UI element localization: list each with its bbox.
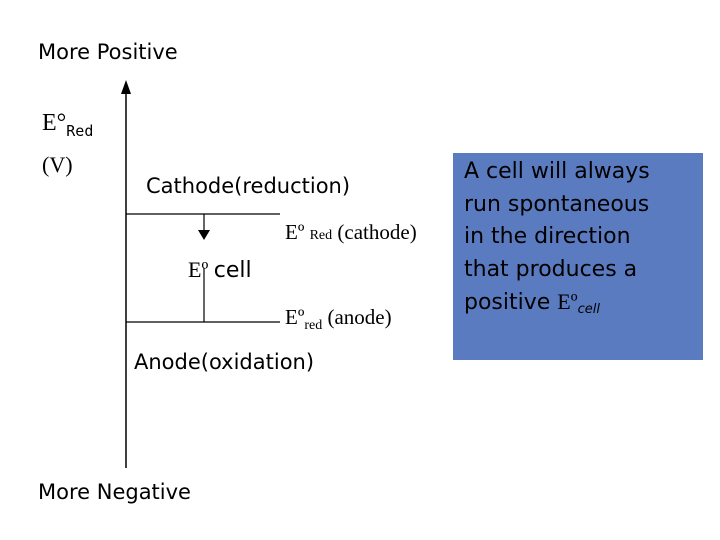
- anode-label: Anode(oxidation): [134, 350, 315, 374]
- note-line-2: run spontaneous: [464, 191, 650, 217]
- anode-potential: [285, 305, 392, 334]
- cathode-potential: [285, 220, 417, 245]
- cathode-potential-suffix: (cathode): [337, 220, 417, 244]
- y-axis-symbol-main: E°: [42, 110, 67, 136]
- y-axis-symbol: [42, 110, 93, 140]
- cell-potential-label: [188, 257, 252, 283]
- anode-potential-suffix: (anode): [327, 305, 392, 329]
- cathode-potential-symbol: Eº: [285, 220, 305, 244]
- axis-top-label: More Positive: [38, 40, 178, 64]
- cell-potential-symbol: Eº: [188, 257, 209, 282]
- note-line-5: [464, 286, 704, 327]
- note-line-1: A cell will always: [464, 159, 650, 184]
- axis-arrowhead: [121, 80, 131, 94]
- y-axis-unit: (V): [42, 152, 73, 177]
- note-text: [464, 156, 704, 327]
- cathode-potential-sub: Red: [309, 228, 333, 243]
- anode-potential-symbol: Eº: [285, 305, 305, 329]
- cell-potential-text: cell: [213, 258, 252, 283]
- axis-bottom-label: More Negative: [38, 480, 191, 504]
- cell-arrowhead: [198, 230, 210, 240]
- anode-potential-sub: red: [304, 318, 323, 333]
- note-line-5-sub: cell: [577, 302, 600, 317]
- cathode-label: Cathode(reduction): [146, 174, 351, 198]
- note-line-5-prefix: positive: [464, 290, 551, 315]
- note-line-3: in the direction: [464, 224, 631, 249]
- note-line-4: that produces a: [464, 256, 638, 282]
- y-axis-symbol-sub: Red: [66, 122, 94, 140]
- note-line-5-symbol: Eº: [557, 289, 578, 314]
